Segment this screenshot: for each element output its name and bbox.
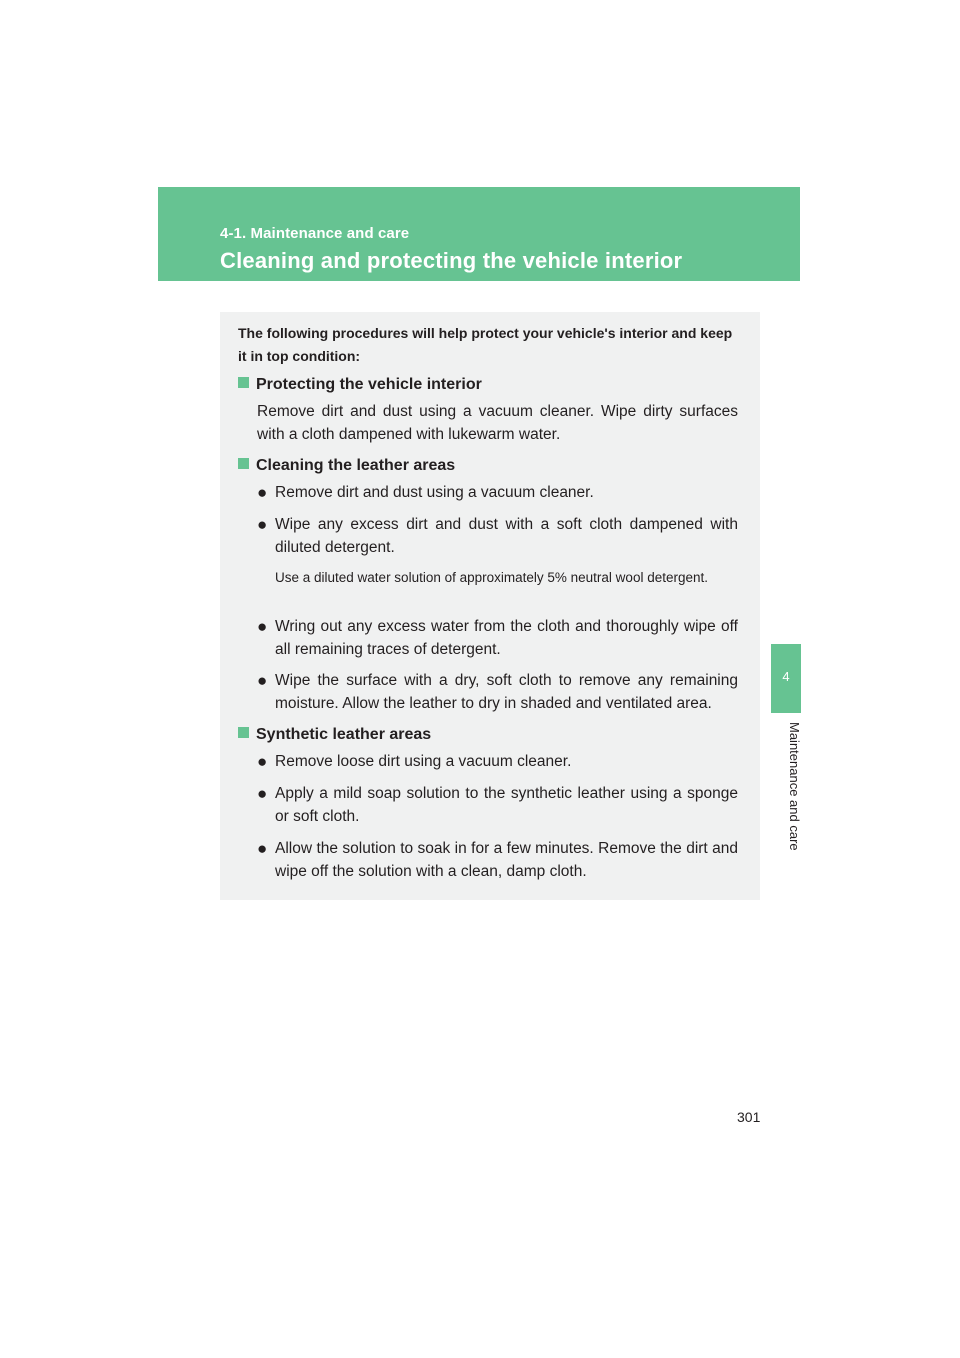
list-item: ● Remove dirt and dust using a vacuum cleaner.	[257, 483, 594, 502]
page-title: Cleaning and protecting the vehicle interior	[220, 248, 683, 273]
bullet-icon: ●	[257, 515, 268, 534]
square-bullet-icon	[238, 377, 249, 388]
chapter-tab: 4	[771, 644, 801, 713]
bullet-icon: ●	[257, 617, 268, 636]
protecting-text: Remove dirt and dust using a vacuum cleaner. Wipe dirty surfaces with a cloth dampened with lukewarm water.	[257, 403, 738, 443]
bullet-icon: ●	[257, 752, 268, 771]
square-bullet-icon	[238, 458, 249, 469]
section-label: 4-1. Maintenance and care	[220, 225, 410, 242]
heading-synthetic: Synthetic leather areas	[238, 724, 431, 746]
bullet-icon: ●	[257, 483, 268, 502]
square-bullet-icon	[238, 727, 249, 738]
bullet-icon: ●	[257, 839, 268, 858]
heading-leather: Cleaning the leather areas	[238, 455, 455, 477]
bullet-icon: ●	[257, 784, 268, 803]
list-item: ● Apply a mild soap solution to the synthetic leather using a sponge or soft cloth.	[257, 784, 738, 825]
chapter-header	[158, 187, 800, 281]
chapter-tab-label: Maintenance and care	[787, 722, 802, 851]
list-item: ● Wipe the surface with a dry, soft cloth to remove any remaining moisture. Allow the leather to dry in shaded and ventilated area.	[257, 671, 738, 712]
content-box	[220, 312, 760, 900]
list-item: ● Wring out any excess water from the cloth and thoroughly wipe off all remaining traces of detergent.	[257, 617, 738, 658]
page-number: 301	[737, 1109, 761, 1125]
bullet-icon: ●	[257, 671, 268, 690]
intro-text: The following procedures will help protect your vehicle's interior and keep it in top condition:	[238, 325, 733, 364]
list-item: ● Wipe any excess dirt and dust with a soft cloth dampened with diluted detergent.	[257, 515, 738, 556]
note-text: Use a diluted water solution of approximately 5% neutral wool detergent.	[275, 570, 708, 585]
list-item: ● Remove loose dirt using a vacuum cleaner.	[257, 752, 572, 771]
list-item: ● Allow the solution to soak in for a few minutes. Remove the dirt and wipe off the solution with a clean, damp cloth.	[257, 839, 738, 880]
heading-protecting: Protecting the vehicle interior	[238, 374, 482, 396]
